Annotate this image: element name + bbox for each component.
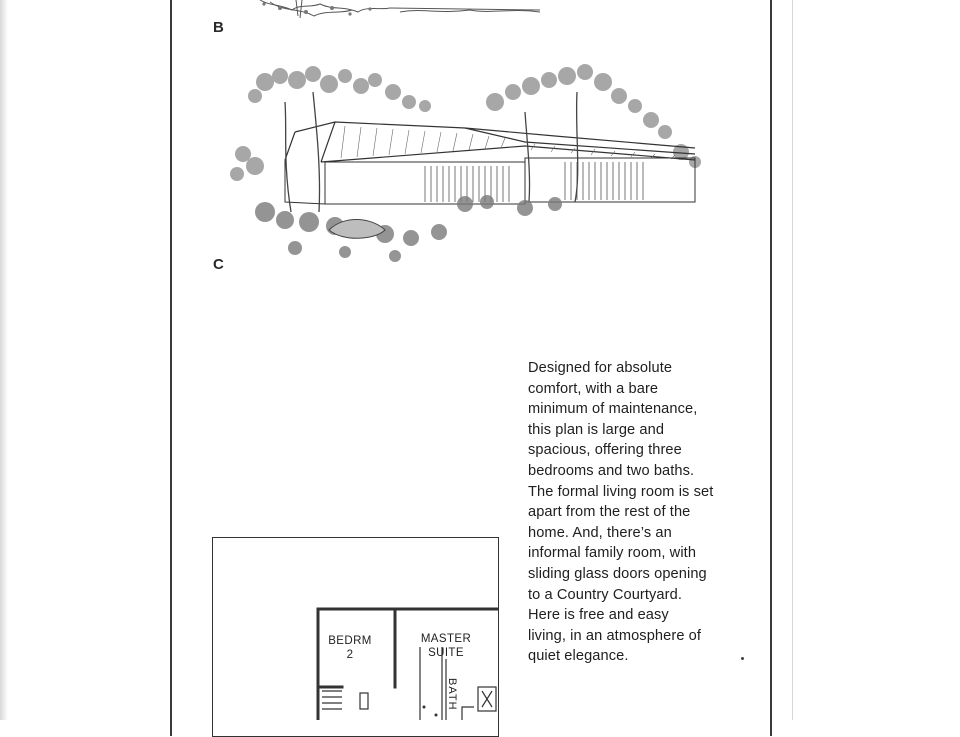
room-label-master-suite [410,632,482,660]
description-line: sliding glass doors opening [528,565,707,582]
figure-label-b: B [213,19,224,36]
plan-description [528,358,764,667]
scan-edge-shading [0,0,8,720]
description-line: living, in an atmosphere of [528,627,702,644]
description-line: Here is free and easy [528,607,669,624]
room-label-line: SUITE [428,647,464,659]
description-line: The formal living room is set [528,483,714,500]
figure-label-c: C [213,256,224,273]
description-line: this plan is large and [528,421,665,438]
description-line: minimum of maintenance, [528,401,698,418]
description-line: to a Country Courtyard. [528,586,682,603]
room-label-line: MASTER [420,633,472,645]
right-margin-rule [792,0,793,720]
description-line: bedrooms and two baths. [528,462,695,479]
description-line: Designed for absolute [528,360,673,376]
description-line: spacious, offering three [528,442,682,459]
description-line: apart from the rest of the [528,504,691,521]
room-label-bedroom-2 [324,634,376,662]
room-label-line: BEDRM [328,635,372,647]
description-line: informal family room, with [528,545,697,562]
description-line: quiet elegance. [528,648,629,665]
scan-speck [741,657,744,660]
ranch-house-illustration [225,62,725,267]
description-line: home. And, there’s an [528,524,672,541]
room-label-line: 2 [346,649,354,661]
description-line: comfort, with a bare [528,380,659,397]
top-house-illustration [240,0,560,22]
room-label-bath: BATH [446,678,458,711]
